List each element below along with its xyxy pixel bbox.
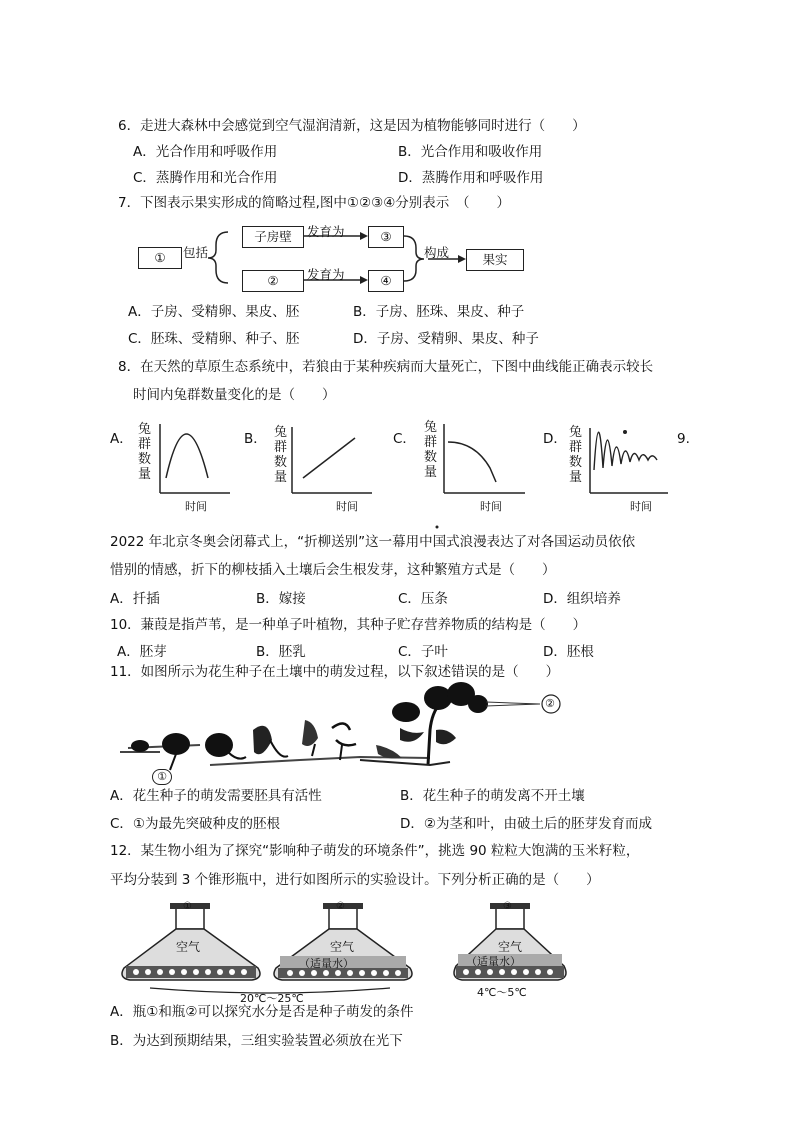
flask-1-air-label: 空气	[176, 940, 201, 954]
q7-option-c: C．胚珠、受精卵、种子、胚	[128, 331, 300, 347]
q11-option-b: B．花生种子的萌发离不开土壤	[400, 788, 585, 804]
q11-option-d: D．②为茎和叶，由破土后的胚芽发育而成	[400, 816, 652, 832]
q6-option-c: C．蒸腾作用和光合作用	[133, 170, 278, 186]
graph-d-ylabel: 兔群数量	[569, 425, 583, 485]
q8-option-a-label: A．	[110, 431, 133, 447]
diagram-label-form: 构成	[424, 245, 450, 260]
q12-option-a: A．瓶①和瓶②可以探究水分是否是种子萌发的条件	[110, 1004, 414, 1020]
flask-1-number: ①	[183, 901, 192, 912]
q9-option-d: D．组织培养	[543, 591, 621, 607]
diagram-box-fruit: 果实	[466, 249, 524, 271]
q10-stem: 10．蒹葭是指芦苇，是一种单子叶植物，其种子贮存营养物质的结构是（ ）	[110, 617, 587, 633]
q11-option-c: C．①为最先突破种皮的胚根	[110, 816, 281, 832]
q8-option-b-label: B．	[244, 431, 267, 447]
q10-option-d: D．胚根	[543, 644, 594, 660]
q8-option-d-label: D．	[543, 431, 567, 447]
q6-stem: 6．走进大森林中会感觉到空气湿润清新，这是因为植物能够同时进行（ ）	[118, 118, 586, 134]
temp-label-flask-3: 4℃～5℃	[477, 986, 527, 999]
flask-2-water-label: （适量水）	[299, 957, 354, 970]
diagram-box-ovary-wall: 子房壁	[242, 226, 304, 248]
q9-number-trail: 9.	[677, 431, 690, 447]
graph-b-ylabel: 兔群数量	[274, 425, 288, 485]
q7-stem: 7．下图表示果实形成的简略过程,图中①②③④分别表示 （ ）	[118, 195, 511, 211]
diagram-label-develop-1: 发育为	[307, 224, 345, 239]
q6-option-a: A．光合作用和呼吸作用	[133, 144, 278, 160]
q10-option-c: C．子叶	[398, 644, 448, 660]
diagram-label-include: 包括	[183, 245, 209, 260]
q7-option-b: B．子房、胚珠、果皮、种子	[353, 304, 525, 320]
q12-option-b: B．为达到预期结果，三组实验装置必须放在光下	[110, 1033, 403, 1049]
flask-2-number: ②	[336, 901, 345, 912]
q11-option-a: A．花生种子的萌发需要胚具有活性	[110, 788, 322, 804]
q10-option-b: B．胚乳	[256, 644, 306, 660]
graph-c-ylabel: 兔群数量	[424, 420, 438, 480]
diagram-label-develop-2: 发育为	[307, 267, 345, 282]
q8-stem-line-1: 8．在天然的草原生态系统中，若狼由于某种疾病而大量死亡，下图中曲线能正确表示较长	[118, 359, 654, 375]
diagram-box-2: ②	[242, 270, 304, 292]
flask-3-water-label: （适量水）	[466, 955, 521, 968]
q9-stem-line-1: 2022 年北京冬奥会闭幕式上，“折柳送别”这一幕用中国式浪漫表达了对各国运动员依依	[110, 534, 636, 550]
peanut-mark-1: ①	[152, 769, 172, 785]
graph-a-xlabel: 时间	[185, 500, 207, 513]
q6-option-b: B．光合作用和吸收作用	[398, 144, 543, 160]
q6-option-d: D．蒸腾作用和呼吸作用	[398, 170, 544, 186]
diagram-box-4: ④	[368, 270, 404, 292]
graph-b-xlabel: 时间	[336, 500, 358, 513]
q10-option-a: A．胚芽	[117, 644, 167, 660]
flask-3-air-label: 空气	[498, 940, 523, 954]
q9-option-b: B．嫁接	[256, 591, 306, 607]
peanut-mark-2: ②	[545, 697, 555, 710]
q7-option-d: D．子房、受精卵、果皮、种子	[353, 331, 539, 347]
q9-option-c: C．压条	[398, 591, 448, 607]
graph-d-xlabel: 时间	[630, 500, 652, 513]
q8-option-c-label: C．	[393, 431, 416, 447]
diagram-box-3: ③	[368, 226, 404, 248]
q9-stem-line-2: 惜别的情感，折下的柳枝插入土壤后会生根发芽，这种繁殖方式是（ ）	[110, 562, 556, 578]
temp-label-flask-1-2: 20℃～25℃	[240, 992, 304, 1005]
graph-a-ylabel: 兔群数量	[138, 422, 152, 482]
q11-stem: 11．如图所示为花生种子在土壤中的萌发过程，以下叙述错误的是（ ）	[110, 664, 560, 680]
q12-stem-line-1: 12．某生物小组为了探究“影响种子萌发的环境条件”，挑选 90 粒粒大饱满的玉米籽粒，	[110, 843, 640, 859]
flask-3-number: ③	[503, 901, 512, 912]
q7-option-a: A．子房、受精卵、果皮、胚	[128, 304, 300, 320]
graph-c-xlabel: 时间	[480, 500, 502, 513]
q9-option-a: A．扦插	[110, 591, 160, 607]
diagram-box-1: ①	[138, 247, 182, 269]
q12-stem-line-2: 平均分装到 3 个锥形瓶中，进行如图所示的实验设计。下列分析正确的是（ ）	[110, 872, 600, 888]
flask-2-air-label: 空气	[330, 940, 355, 954]
q8-stem-line-2: 时间内兔群数量变化的是（ ）	[133, 387, 336, 403]
